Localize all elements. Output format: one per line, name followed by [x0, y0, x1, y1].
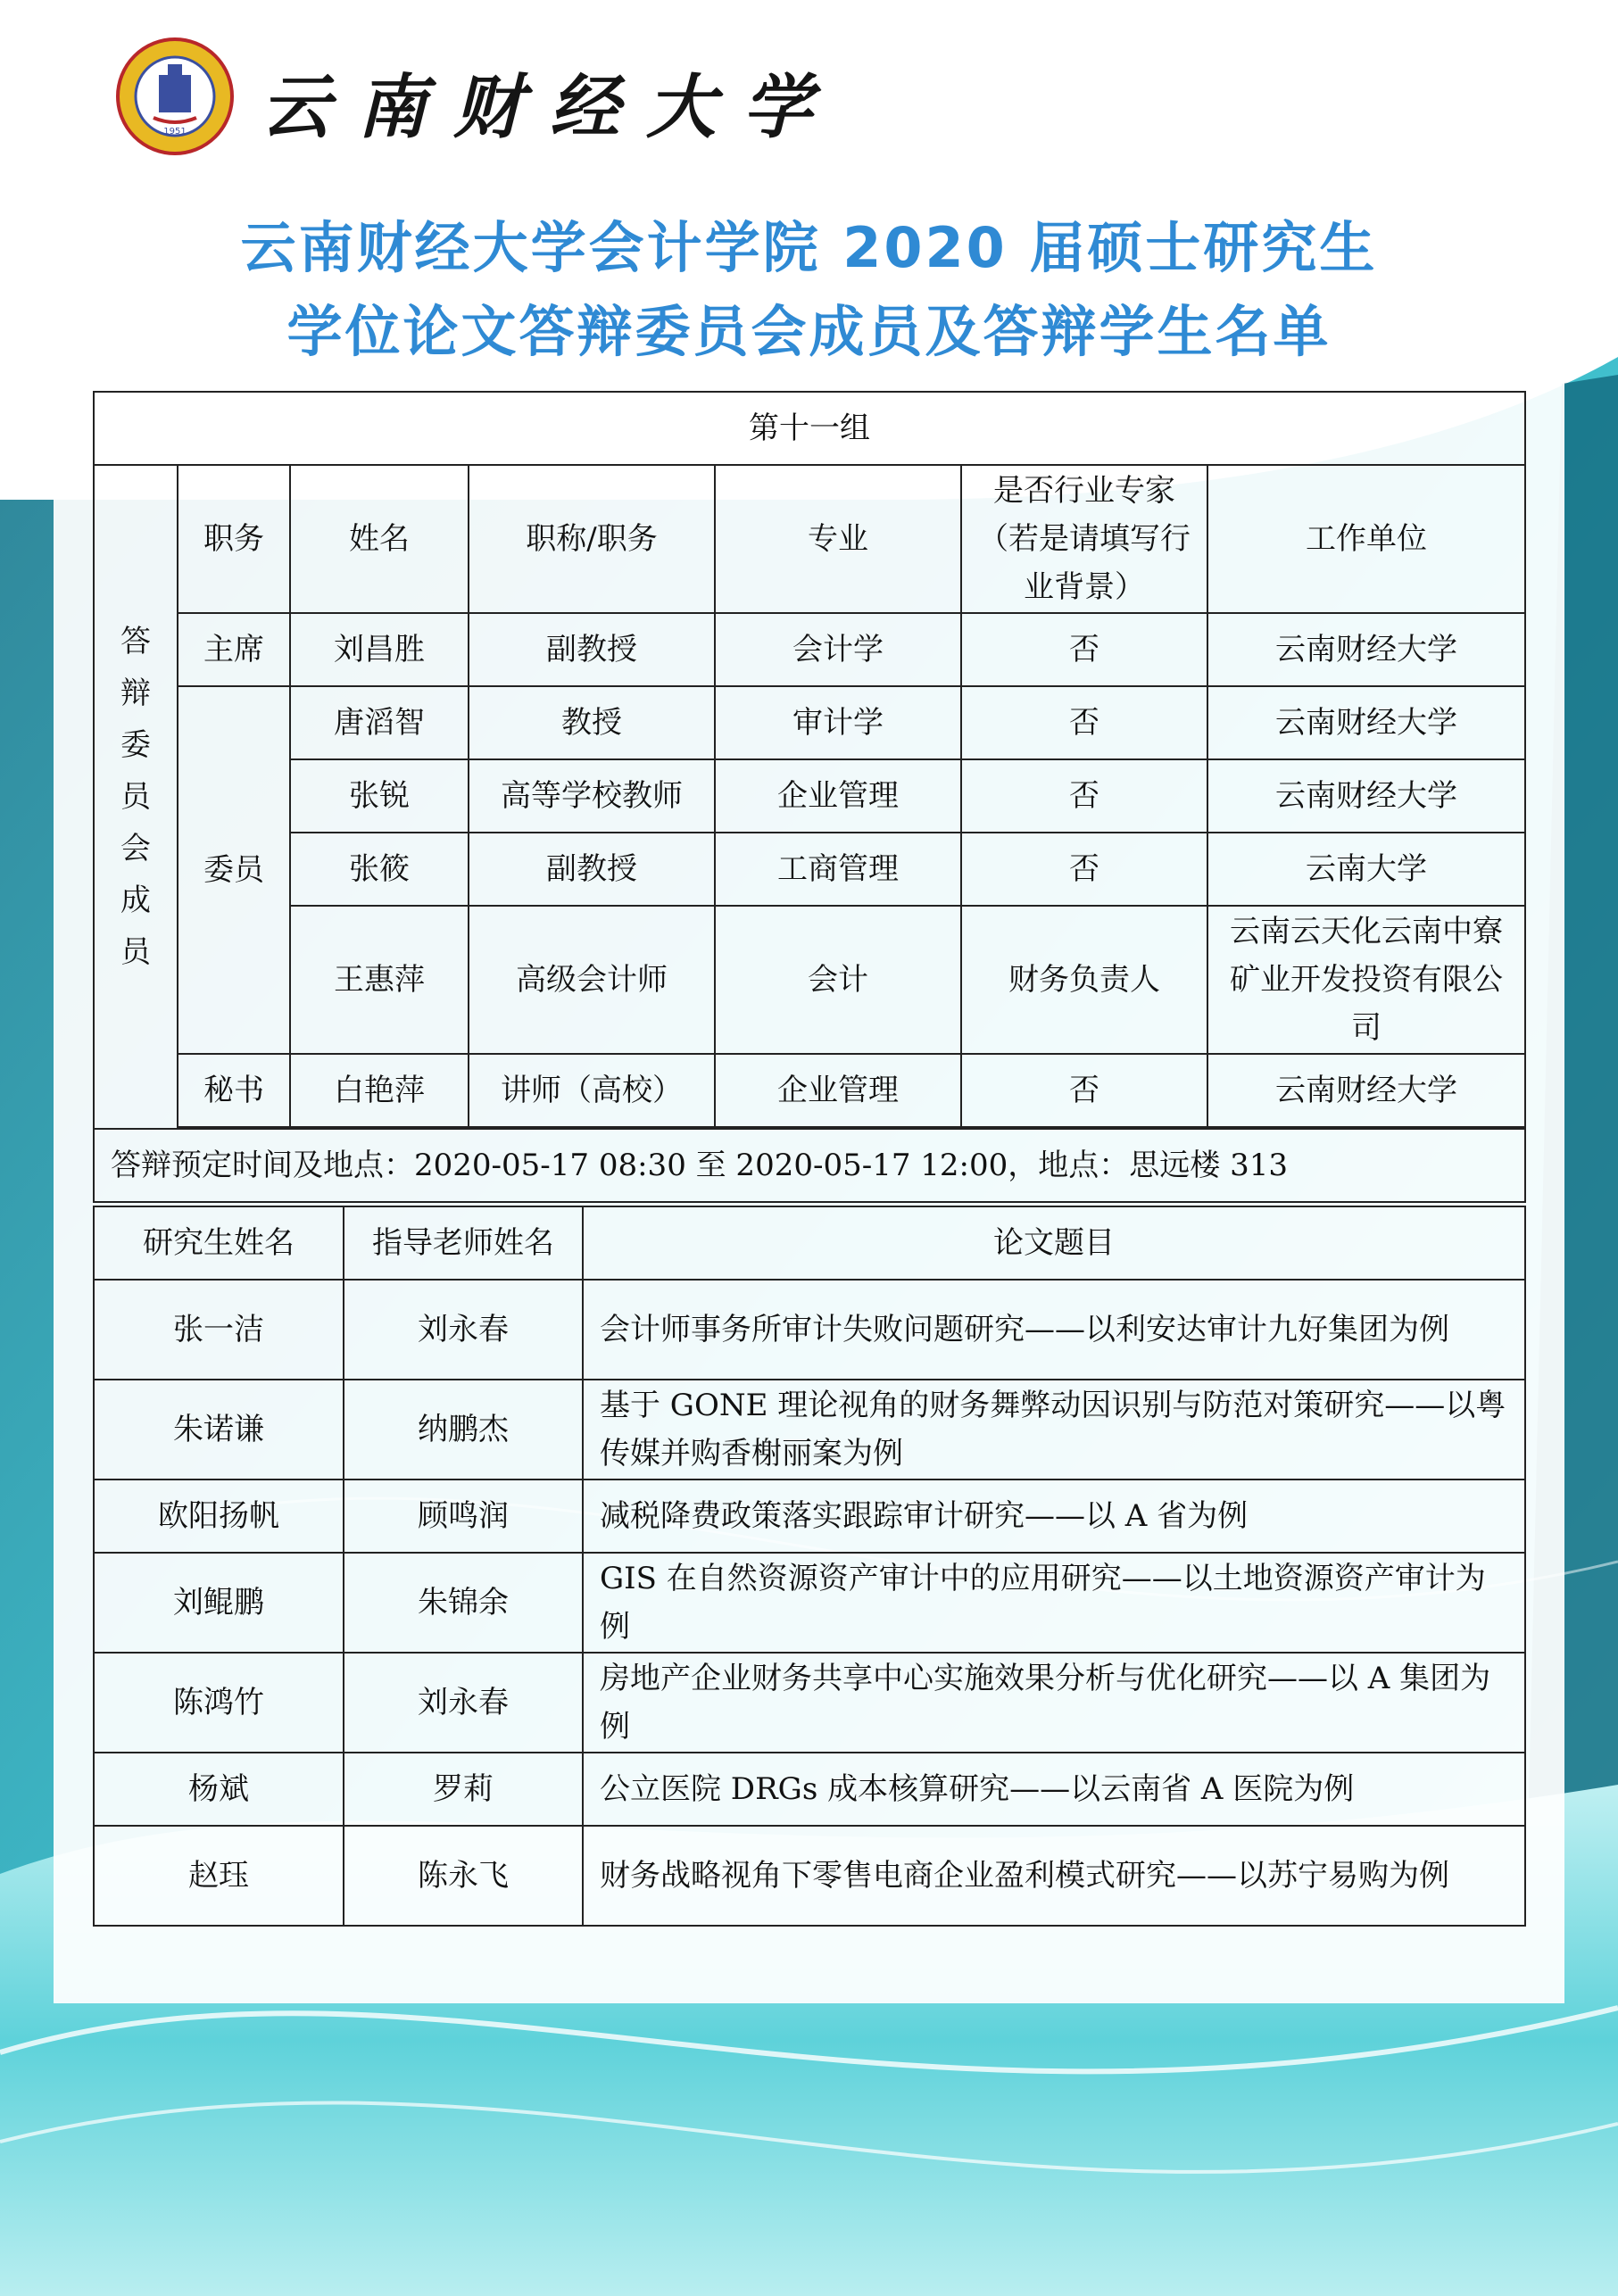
member-major: 会计 — [715, 906, 961, 1054]
member-expert: 否 — [961, 833, 1207, 906]
student-name: 赵珏 — [94, 1826, 344, 1926]
table-row — [94, 1653, 1525, 1753]
university-seal-icon — [114, 36, 236, 157]
header-role: 职务 — [178, 465, 290, 613]
student-name: 张一洁 — [94, 1280, 344, 1380]
secretary-name: 白艳萍 — [290, 1054, 469, 1127]
thesis-title: 减税降费政策落实跟踪审计研究——以 A 省为例 — [583, 1480, 1525, 1553]
advisor-name: 刘永春 — [344, 1653, 583, 1753]
chair-major: 会计学 — [715, 613, 961, 686]
thesis-title: 基于 GONE 理论视角的财务舞弊动因识别与防范对策研究——以粤传媒并购香榭丽案为例 — [583, 1380, 1525, 1480]
table-row — [94, 1753, 1525, 1826]
committee-side-label: 答辩委员会成员 — [94, 465, 178, 1129]
header-unit: 工作单位 — [1207, 465, 1525, 613]
thesis-title: 房地产企业财务共享中心实施效果分析与优化研究——以 A 集团为例 — [583, 1653, 1525, 1753]
header-title: 职称/职务 — [469, 465, 715, 613]
secretary-title: 讲师（高校） — [469, 1054, 715, 1127]
table-row — [94, 1280, 1525, 1380]
advisor-name: 罗莉 — [344, 1753, 583, 1826]
advisor-name: 顾鸣润 — [344, 1480, 583, 1553]
member-unit: 云南财经大学 — [1207, 759, 1525, 833]
table-row — [94, 1480, 1525, 1553]
chair-title: 副教授 — [469, 613, 715, 686]
secretary-role: 秘书 — [178, 1054, 290, 1127]
university-wordmark: 云南财经大学 — [261, 67, 840, 148]
advisor-name: 朱锦余 — [344, 1553, 583, 1653]
thesis-title: 会计师事务所审计失败问题研究——以利安达审计九好集团为例 — [583, 1280, 1525, 1380]
table-row — [94, 686, 1525, 759]
students-table — [93, 1206, 1526, 1927]
advisor-name: 纳鹏杰 — [344, 1380, 583, 1480]
member-title: 教授 — [469, 686, 715, 759]
thesis-title: 公立医院 DRGs 成本核算研究——以云南省 A 医院为例 — [583, 1753, 1525, 1826]
header-thesis: 论文题目 — [583, 1206, 1525, 1280]
member-major: 工商管理 — [715, 833, 961, 906]
page-title-line2: 学位论文答辩委员会成员及答辩学生名单 — [286, 299, 1332, 364]
member-name: 张锐 — [290, 759, 469, 833]
member-name: 张筱 — [290, 833, 469, 906]
table-row — [94, 759, 1525, 833]
student-name: 朱诺谦 — [94, 1380, 344, 1480]
table-row — [94, 1380, 1525, 1480]
member-name: 王惠萍 — [290, 906, 469, 1054]
student-name: 陈鸿竹 — [94, 1653, 344, 1753]
member-major: 审计学 — [715, 686, 961, 759]
thesis-title: 财务战略视角下零售电商企业盈利模式研究——以苏宁易购为例 — [583, 1826, 1525, 1926]
member-major: 企业管理 — [715, 759, 961, 833]
member-expert: 否 — [961, 759, 1207, 833]
student-name: 欧阳扬帆 — [94, 1480, 344, 1553]
table-row — [94, 1054, 1525, 1127]
member-title: 高级会计师 — [469, 906, 715, 1054]
header-expert: 是否行业专家（若是请填写行业背景） — [961, 465, 1207, 613]
defense-schedule: 答辩预定时间及地点：2020-05-17 08:30 至 2020-05-17 12:00，地点：思远楼 313 — [94, 1129, 1525, 1202]
seal-year: 1951 — [163, 127, 187, 137]
member-unit: 云南大学 — [1207, 833, 1525, 906]
table-row — [94, 1553, 1525, 1653]
group-label: 第十一组 — [94, 392, 1525, 465]
thesis-title: GIS 在自然资源资产审计中的应用研究——以土地资源资产审计为例 — [583, 1553, 1525, 1653]
member-name: 唐滔智 — [290, 686, 469, 759]
chair-expert: 否 — [961, 613, 1207, 686]
advisor-name: 陈永飞 — [344, 1826, 583, 1926]
member-expert: 否 — [961, 686, 1207, 759]
header-name: 姓名 — [290, 465, 469, 613]
member-unit: 云南财经大学 — [1207, 686, 1525, 759]
member-expert: 财务负责人 — [961, 906, 1207, 1054]
chair-name: 刘昌胜 — [290, 613, 469, 686]
member-unit: 云南云天化云南中寮矿业开发投资有限公司 — [1207, 906, 1525, 1054]
secretary-expert: 否 — [961, 1054, 1207, 1127]
committee-table — [93, 391, 1526, 1203]
table-row — [94, 1826, 1525, 1926]
chair-unit: 云南财经大学 — [1207, 613, 1525, 686]
member-role: 委员 — [178, 686, 290, 1054]
student-name: 杨斌 — [94, 1753, 344, 1826]
table-row — [94, 906, 1525, 1054]
member-title: 高等学校教师 — [469, 759, 715, 833]
header-advisor: 指导老师姓名 — [344, 1206, 583, 1280]
member-title: 副教授 — [469, 833, 715, 906]
table-row — [94, 833, 1525, 906]
student-name: 刘鲲鹏 — [94, 1553, 344, 1653]
secretary-major: 企业管理 — [715, 1054, 961, 1127]
advisor-name: 刘永春 — [344, 1280, 583, 1380]
table-row — [94, 613, 1525, 686]
header-student: 研究生姓名 — [94, 1206, 344, 1280]
secretary-unit: 云南财经大学 — [1207, 1054, 1525, 1127]
header-major: 专业 — [715, 465, 961, 613]
page-title-line1: 云南财经大学会计学院 2020 届硕士研究生 — [240, 215, 1378, 280]
chair-role: 主席 — [178, 613, 290, 686]
